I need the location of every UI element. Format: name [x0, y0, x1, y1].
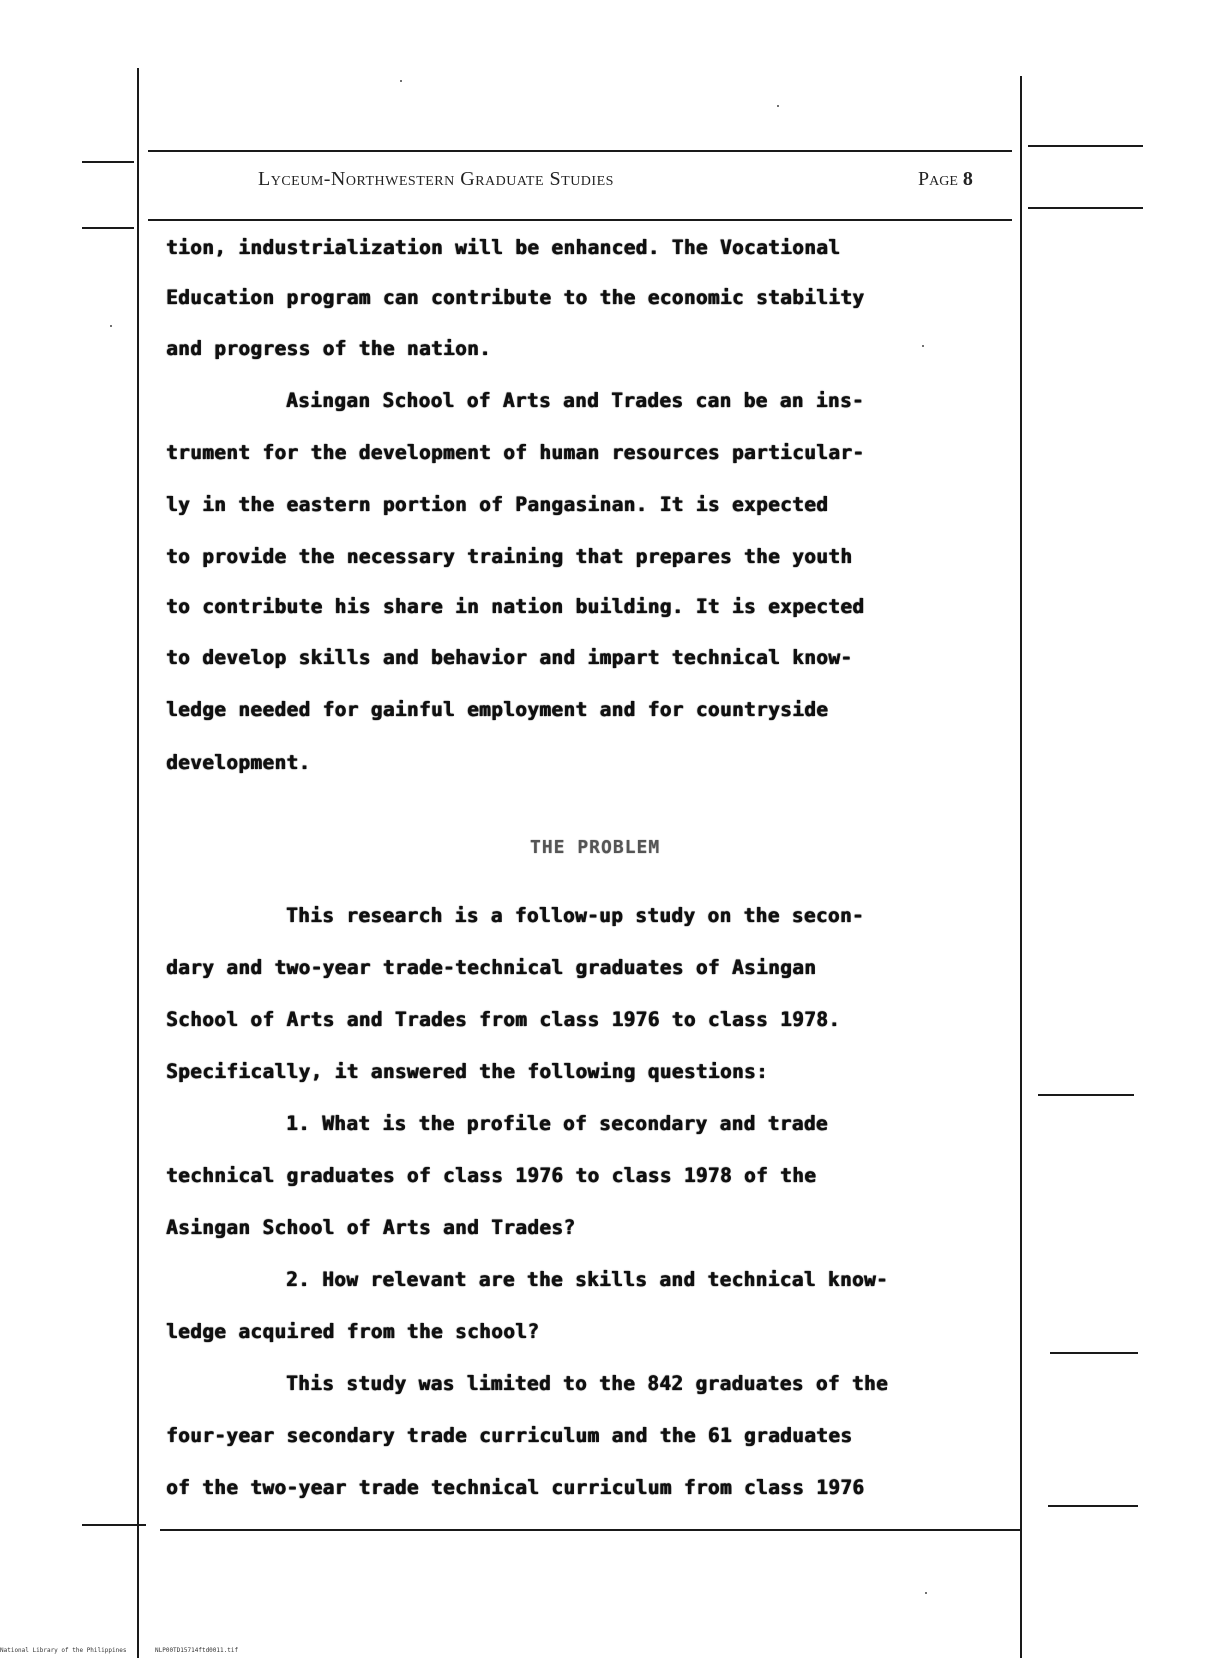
left-tick-3: [82, 1524, 146, 1526]
right-margin-rule: [1020, 76, 1022, 1658]
right-tick-3: [1038, 1094, 1134, 1096]
scan-speck: [925, 1592, 927, 1594]
problem-line: ledge acquired from the school?: [166, 1320, 540, 1343]
problem-line: School of Arts and Trades from class 1976 to class 1978.: [166, 1008, 841, 1031]
page-number: 8: [962, 168, 973, 190]
right-tick-4: [1050, 1352, 1138, 1354]
right-tick-5: [1048, 1505, 1138, 1507]
body-line: development.: [166, 751, 311, 774]
body-line: tion, industrialization will be enhanced. The Vocational: [166, 236, 841, 259]
body-line: Asingan School of Arts and Trades can be an ins-: [286, 389, 864, 412]
problem-line: This study was limited to the 842 graduates of the: [286, 1372, 888, 1395]
body-line: trument for the development of human resources particular-: [166, 441, 865, 464]
body-line: to contribute his share in nation building. It is expected: [166, 595, 865, 618]
problem-line: four-year secondary trade curriculum and the 61 graduates: [166, 1424, 853, 1447]
header-top-rule: [148, 150, 1012, 152]
footer-rule: [160, 1529, 1020, 1531]
scan-speck: [400, 80, 402, 82]
footer-filename: NLP00TD15714ftd0011.tif: [155, 1647, 239, 1654]
body-line: Education program can contribute to the economic stability: [166, 286, 865, 309]
left-tick-2: [82, 227, 134, 229]
body-line: and progress of the nation.: [166, 337, 492, 360]
problem-line: of the two-year trade technical curriculum from class 1976: [166, 1476, 865, 1499]
problem-line: 1. What is the profile of secondary and trade: [286, 1112, 828, 1135]
problem-line: technical graduates of class 1976 to class 1978 of the: [166, 1164, 817, 1187]
problem-line: dary and two-year trade-technical graduates of Asingan: [166, 956, 817, 979]
right-tick-1: [1028, 145, 1143, 147]
body-line: ly in the eastern portion of Pangasinan. It is expected: [166, 493, 829, 516]
problem-line: This research is a follow-up study on the secon-: [286, 904, 864, 927]
scan-speck: [777, 105, 779, 107]
body-line: to develop skills and behavior and impart technical know-: [166, 646, 853, 669]
footer-library: National Library of the Philippines: [0, 1647, 127, 1654]
section-heading: THE PROBLEM: [530, 837, 661, 858]
right-tick-2: [1028, 207, 1143, 209]
body-line: ledge needed for gainful employment and for countryside: [166, 698, 829, 721]
scan-speck: [110, 325, 112, 327]
header-bottom-rule: [148, 219, 1012, 221]
scan-speck: [922, 345, 924, 347]
page-label: Page: [918, 168, 958, 190]
left-margin-rule: [137, 68, 139, 1658]
running-header-title: Lyceum-Northwestern Graduate Studies: [258, 168, 614, 190]
problem-line: Asingan School of Arts and Trades?: [166, 1216, 576, 1239]
page-number-label: [918, 168, 973, 191]
body-line: to provide the necessary training that prepares the youth: [166, 545, 853, 568]
left-tick-1: [82, 161, 134, 163]
problem-line: Specifically, it answered the following questions:: [166, 1060, 768, 1083]
problem-line: 2. How relevant are the skills and technical know-: [286, 1268, 888, 1291]
